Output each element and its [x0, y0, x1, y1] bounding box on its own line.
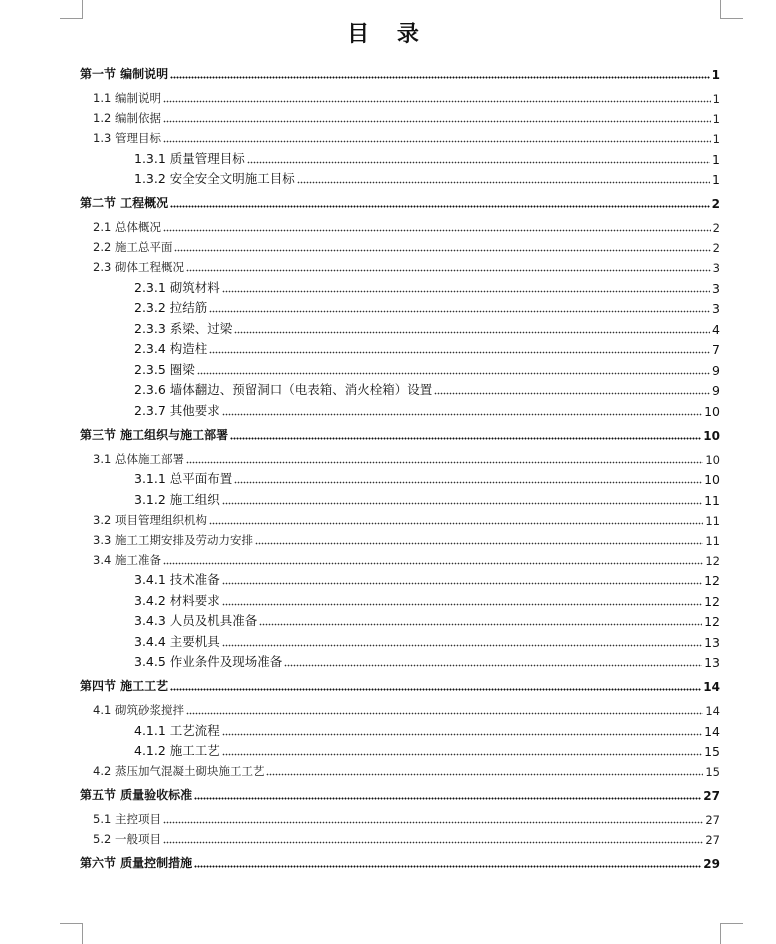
toc-dot-leader: [197, 372, 710, 375]
toc-entry-label: 4.1 砌筑砂浆搅拌: [93, 703, 184, 717]
toc-entry-label: 3.4 施工准备: [93, 552, 161, 567]
toc-page-number: 27: [705, 833, 720, 847]
toc-page-number: 15: [705, 765, 720, 779]
toc-dot-leader: [194, 865, 701, 868]
toc-entry[interactable]: [80, 275, 720, 296]
toc-page-number: 10: [704, 472, 720, 487]
toc-dot-leader: [209, 351, 710, 354]
toc-entry-label: 1.1 编制说明: [93, 91, 161, 105]
toc-entry-label: 2.2 施工总平面: [93, 240, 173, 254]
toc-entry-label: 第一节 编制说明: [80, 67, 169, 81]
toc-entry[interactable]: [80, 807, 720, 827]
toc-dot-leader: [163, 100, 711, 103]
toc-entry-label: 1.2 编制依据: [93, 111, 161, 125]
table-of-contents: [80, 60, 720, 871]
toc-entry[interactable]: [80, 296, 720, 317]
toc-dot-leader: [209, 310, 710, 313]
toc-entry-label: 1.3.2 安全安全文明施工目标: [134, 171, 295, 186]
toc-dot-leader: [222, 502, 702, 505]
toc-entry[interactable]: [80, 508, 720, 528]
toc-entry-label: 2.3.7 其他要求: [134, 402, 220, 418]
toc-entry[interactable]: [80, 827, 720, 847]
toc-page-number: 1: [712, 112, 720, 126]
toc-entry[interactable]: [80, 447, 720, 467]
toc-page-number: 7: [712, 342, 720, 357]
toc-entry[interactable]: [80, 467, 720, 488]
toc-entry[interactable]: [80, 146, 720, 167]
toc-entry[interactable]: [80, 86, 720, 106]
toc-section-entry[interactable]: [80, 676, 720, 694]
toc-entry-label: 2.1 总体概况: [93, 220, 161, 234]
toc-entry-label: 2.3.6 墙体翻边、预留洞口（电表箱、消火栓箱）设置: [134, 382, 433, 397]
toc-entry[interactable]: [80, 255, 720, 275]
toc-entry[interactable]: [80, 378, 720, 399]
toc-entry[interactable]: [80, 167, 720, 188]
toc-page-number: 12: [704, 593, 720, 609]
toc-title: 目 录: [347, 21, 429, 47]
toc-entry-label: 3.4.3 人员及机具准备: [134, 613, 258, 628]
toc-page-number: 1: [711, 68, 720, 82]
toc-page-number: 10: [704, 403, 720, 419]
toc-entry[interactable]: [80, 398, 720, 419]
toc-page-number: 11: [704, 492, 720, 508]
toc-entry[interactable]: [80, 548, 720, 568]
toc-entry-label: 3.3 施工工期安排及劳动力安排: [93, 532, 253, 547]
toc-dot-leader: [186, 269, 711, 272]
toc-page-number: 11: [705, 533, 720, 548]
toc-dot-leader: [284, 664, 702, 667]
toc-dot-leader: [194, 797, 701, 800]
toc-page-number: 3: [712, 261, 720, 275]
toc-entry[interactable]: [80, 698, 720, 718]
toc-page-number: 2: [712, 241, 720, 255]
toc-entry[interactable]: [80, 316, 720, 337]
toc-entry-label: 3.4.4 主要机具: [134, 633, 220, 649]
crop-mark-bottom-left: [60, 923, 83, 944]
toc-entry[interactable]: [80, 650, 720, 671]
toc-entry[interactable]: [80, 337, 720, 358]
toc-entry-label: 2.3.2 拉结筋: [134, 300, 208, 315]
toc-entry-label: 第五节 质量验收标准: [80, 788, 193, 802]
toc-page-number: 3: [712, 301, 720, 316]
toc-page-number: 1: [712, 172, 720, 187]
toc-dot-leader: [222, 753, 702, 756]
toc-dot-leader: [170, 688, 701, 691]
toc-page-number: 29: [703, 857, 720, 871]
toc-entry-label: 4.2 蒸压加气混凝土砌块施工工艺: [93, 764, 265, 778]
toc-entry[interactable]: [80, 235, 720, 255]
toc-dot-leader: [434, 392, 710, 395]
toc-page-number: 11: [705, 513, 720, 528]
toc-page-number: 15: [704, 744, 720, 759]
toc-entry[interactable]: [80, 106, 720, 126]
toc-dot-leader: [222, 290, 710, 293]
toc-section-entry[interactable]: [80, 785, 720, 803]
toc-entry-label: 第四节 施工工艺: [80, 679, 169, 693]
toc-entry-label: 2.3.3 系梁、过梁: [134, 320, 233, 336]
toc-dot-leader: [222, 413, 702, 416]
toc-dot-leader: [266, 773, 703, 776]
toc-dot-leader: [234, 331, 710, 334]
toc-entry-label: 5.2 一般项目: [93, 832, 161, 846]
toc-page-number: 14: [703, 680, 720, 694]
toc-entry-label: 第三节 施工组织与施工部署: [80, 427, 229, 442]
toc-entry[interactable]: [80, 629, 720, 650]
toc-page-number: 1: [712, 92, 720, 106]
toc-entry[interactable]: [80, 215, 720, 235]
toc-entry-label: 5.1 主控项目: [93, 812, 161, 826]
toc-entry-label: 第二节 工程概况: [80, 196, 169, 210]
toc-dot-leader: [297, 181, 710, 184]
toc-entry-label: 3.4.1 技术准备: [134, 572, 220, 587]
toc-section-entry[interactable]: [80, 853, 720, 871]
toc-page-number: 12: [704, 614, 720, 629]
toc-dot-leader: [163, 229, 711, 232]
toc-entry-label: 2.3 砌体工程概况: [93, 260, 184, 274]
toc-page-number: 12: [705, 553, 720, 568]
toc-dot-leader: [163, 841, 703, 844]
crop-mark-bottom-right: [720, 923, 743, 944]
toc-entry-label: 4.1.2 施工工艺: [134, 743, 220, 758]
toc-page-number: 12: [704, 573, 720, 588]
toc-dot-leader: [234, 481, 702, 484]
toc-dot-leader: [163, 562, 703, 565]
toc-dot-leader: [209, 522, 703, 525]
toc-dot-leader: [163, 140, 711, 143]
toc-page-number: 27: [703, 789, 720, 803]
toc-dot-leader: [174, 249, 710, 252]
toc-entry-label: 2.3.4 构造柱: [134, 341, 208, 356]
toc-entry-label: 3.4.5 作业条件及现场准备: [134, 654, 283, 669]
toc-entry-label: 2.3.1 砌筑材料: [134, 279, 220, 295]
toc-dot-leader: [222, 733, 702, 736]
toc-page-number: 9: [712, 362, 720, 378]
toc-dot-leader: [247, 161, 710, 164]
toc-entry[interactable]: [80, 588, 720, 609]
toc-dot-leader: [222, 644, 702, 647]
toc-page-number: 13: [704, 634, 720, 650]
toc-entry[interactable]: [80, 568, 720, 589]
toc-entry-label: 3.2 项目管理组织机构: [93, 512, 207, 527]
toc-section-entry[interactable]: [80, 425, 720, 443]
toc-page-number: 1: [712, 151, 720, 167]
toc-entry[interactable]: [80, 759, 720, 779]
toc-entry[interactable]: [80, 718, 720, 739]
toc-dot-leader: [255, 542, 703, 545]
toc-entry[interactable]: [80, 609, 720, 630]
toc-dot-leader: [222, 603, 702, 606]
toc-entry-label: 3.1.1 总平面布置: [134, 471, 233, 486]
toc-page-number: 2: [712, 221, 720, 235]
toc-section-entry[interactable]: [80, 64, 720, 82]
toc-dot-leader: [163, 120, 711, 123]
toc-page-number: 14: [705, 704, 720, 718]
toc-section-entry[interactable]: [80, 193, 720, 211]
toc-entry-label: 4.1.1 工艺流程: [134, 722, 220, 738]
toc-dot-leader: [170, 76, 709, 79]
toc-entry-label: 1.3 管理目标: [93, 131, 161, 145]
toc-entry-label: 3.1.2 施工组织: [134, 491, 220, 507]
toc-page-number: 9: [712, 383, 720, 398]
toc-page-number: 3: [712, 280, 720, 296]
toc-entry[interactable]: [80, 126, 720, 146]
toc-dot-leader: [222, 582, 702, 585]
toc-entry-label: 3.4.2 材料要求: [134, 592, 220, 608]
toc-dot-leader: [186, 712, 703, 715]
toc-page-number: 10: [705, 452, 720, 467]
toc-entry[interactable]: [80, 487, 720, 508]
toc-page-number: 4: [712, 321, 720, 337]
toc-entry[interactable]: [80, 528, 720, 548]
toc-dot-leader: [163, 821, 703, 824]
toc-entry[interactable]: [80, 739, 720, 760]
toc-page-number: 1: [712, 132, 720, 146]
toc-page-number: 27: [705, 813, 720, 827]
toc-entry-label: 1.3.1 质量管理目标: [134, 150, 245, 166]
toc-entry-label: 3.1 总体施工部署: [93, 451, 184, 466]
toc-page-number: 10: [703, 428, 720, 443]
toc-entry-label: 2.3.5 圈梁: [134, 361, 195, 377]
toc-dot-leader: [230, 437, 701, 440]
toc-page-number: 2: [711, 197, 720, 211]
toc-page-number: 13: [704, 655, 720, 670]
toc-page-number: 14: [704, 723, 720, 739]
toc-entry[interactable]: [80, 357, 720, 378]
toc-dot-leader: [259, 623, 702, 626]
toc-entry-label: 第六节 质量控制措施: [80, 856, 193, 870]
toc-dot-leader: [186, 461, 703, 464]
toc-dot-leader: [170, 205, 709, 208]
